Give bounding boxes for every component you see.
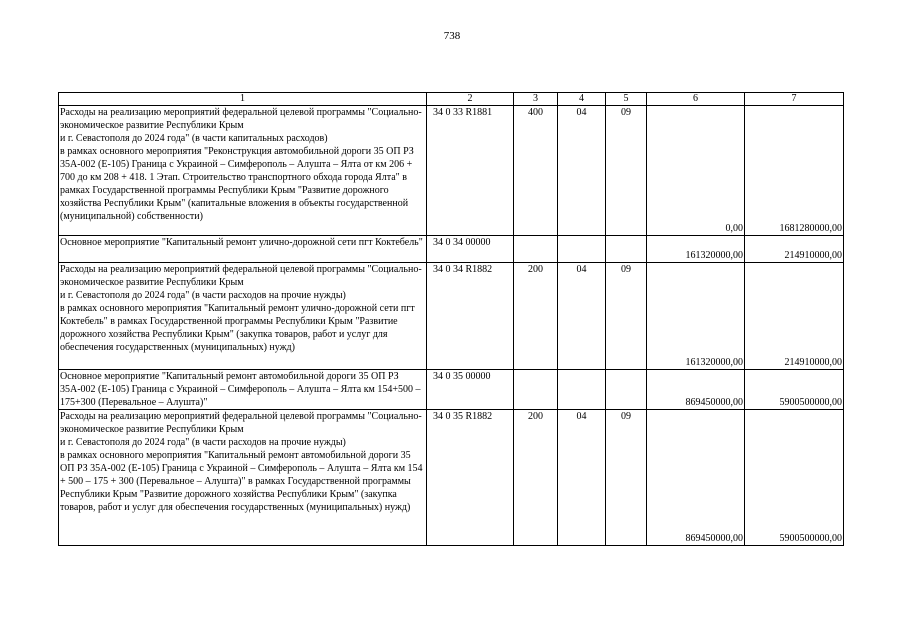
row-col6-cell: 161320000,00: [647, 263, 745, 370]
row-col4-cell: 04: [558, 106, 606, 236]
row-name-cell: Расходы на реализацию мероприятий федеральной целевой программы "Социально-экономическое развитие Республики Крым и г. Севастополя до 2024 года" (в части расходов на прочие нужды) в рамках основного мероприятия "Капитальный ремонт автомобильной дороги 35 ОП РЗ 35А-002 (Е-105) Граница с Украиной – Симферополь – Алушта – Ялта км 154 + 500 – 175 + 300 (Перевальное – Алушта)" в рамках Государственной программы Республики Крым "Развитие дорожного хозяйства Республики Крым" (закупка товаров, работ и услуг для обеспечения государственных (муниципальных) нужд): [59, 410, 427, 546]
row-col5-cell: 09: [606, 410, 647, 546]
row-col7-cell: 5900500000,00: [745, 410, 844, 546]
row-col4-cell: 04: [558, 410, 606, 546]
row-code-cell: 34 0 35 R1882: [427, 410, 514, 546]
column-header: 3: [514, 93, 558, 106]
row-name-cell: Расходы на реализацию мероприятий федеральной целевой программы "Социально-экономическое развитие Республики Крым и г. Севастополя до 2024 года" (в части капитальных расходов) в рамках основного мероприятия "Реконструкция автомобильной дороги 35 ОП РЗ 35А-002 (Е-105) Граница с Украиной – Симферополь – Алушта – Ялта от км 206 + 700 до км 208 + 418. 1 Этап. Строительство транспортного обхода города Ялта" в рамках Государственной программы Республики Крым "Развитие дорожного хозяйства Республики Крым" (капитальные вложения в объекты государственной (муниципальной) собственности): [59, 106, 427, 236]
row-col6-cell: 869450000,00: [647, 410, 745, 546]
row-col4-cell: [558, 236, 606, 263]
row-col3-cell: 200: [514, 263, 558, 370]
row-col6-cell: 161320000,00: [647, 236, 745, 263]
column-header: 4: [558, 93, 606, 106]
column-header: 2: [427, 93, 514, 106]
table-body: [59, 93, 844, 546]
row-col5-cell: 09: [606, 263, 647, 370]
row-name-cell: Основное мероприятие "Капитальный ремонт автомобильной дороги 35 ОП РЗ 35А-002 (Е-105) Граница с Украиной – Симферополь – Алушта – Ялта км 154+500 – 175+300 (Перевальное – Алушта)": [59, 370, 427, 410]
column-header: 7: [745, 93, 844, 106]
row-col4-cell: 04: [558, 263, 606, 370]
row-col3-cell: [514, 370, 558, 410]
column-header: 1: [59, 93, 427, 106]
row-name-cell: Расходы на реализацию мероприятий федеральной целевой программы "Социально-экономическое развитие Республики Крым и г. Севастополя до 2024 года" (в части расходов на прочие нужды) в рамках основного мероприятия "Капитальный ремонт улично-дорожной сети пгт Коктебель" в рамках Государственной программы Республики Крым "Развитие дорожного хозяйства Республики Крым" (закупка товаров, работ и услуг для обеспечения государственных (муниципальных) нужд): [59, 263, 427, 370]
row-col5-cell: [606, 370, 647, 410]
budget-table: [58, 92, 844, 546]
row-code-cell: 34 0 33 R1881: [427, 106, 514, 236]
table-row: [59, 370, 844, 410]
row-name-cell: Основное мероприятие "Капитальный ремонт улично-дорожной сети пгт Коктебель": [59, 236, 427, 263]
table-row: [59, 263, 844, 370]
row-col6-cell: 869450000,00: [647, 370, 745, 410]
row-col3-cell: 200: [514, 410, 558, 546]
table-row: [59, 106, 844, 236]
row-col7-cell: 214910000,00: [745, 263, 844, 370]
row-col7-cell: 5900500000,00: [745, 370, 844, 410]
row-col6-cell: 0,00: [647, 106, 745, 236]
row-col5-cell: 09: [606, 106, 647, 236]
column-header: 5: [606, 93, 647, 106]
row-code-cell: 34 0 34 00000: [427, 236, 514, 263]
row-col4-cell: [558, 370, 606, 410]
row-col7-cell: 214910000,00: [745, 236, 844, 263]
row-col3-cell: [514, 236, 558, 263]
row-col7-cell: 1681280000,00: [745, 106, 844, 236]
table-header-row: [59, 93, 844, 106]
table-row: [59, 410, 844, 546]
row-col5-cell: [606, 236, 647, 263]
row-col3-cell: 400: [514, 106, 558, 236]
column-header: 6: [647, 93, 745, 106]
row-code-cell: 34 0 35 00000: [427, 370, 514, 410]
row-code-cell: 34 0 34 R1882: [427, 263, 514, 370]
table-row: [59, 236, 844, 263]
page-number: 738: [443, 30, 461, 42]
